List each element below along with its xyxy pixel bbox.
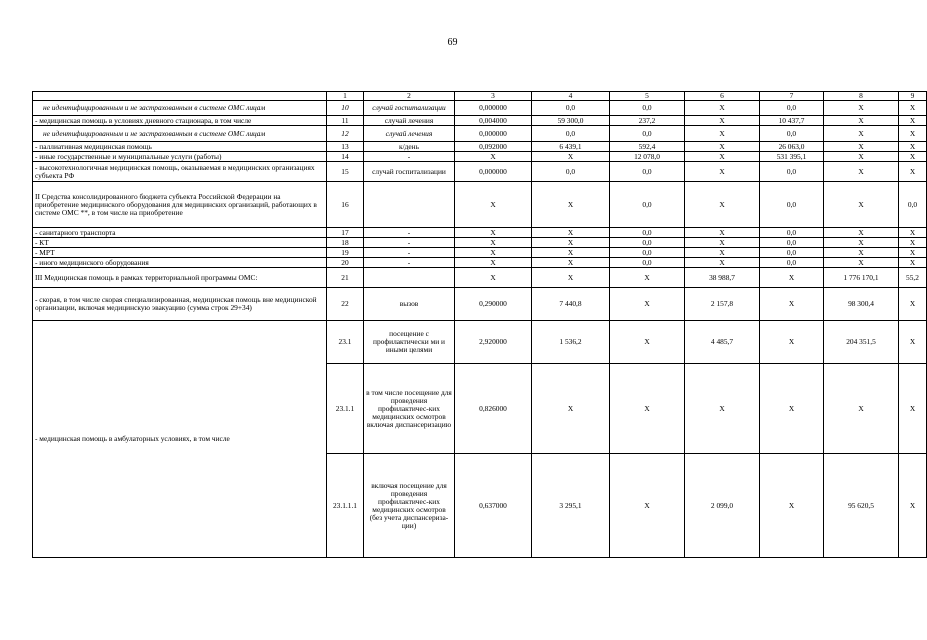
table-cell: X bbox=[532, 228, 610, 238]
table-cell: вызов bbox=[364, 288, 455, 321]
table-cell: 10 bbox=[327, 101, 364, 116]
table-cell: X bbox=[824, 248, 899, 258]
column-header-9: 8 bbox=[824, 92, 899, 101]
column-header-4: 3 bbox=[455, 92, 532, 101]
column-header-5: 4 bbox=[532, 92, 610, 101]
table-cell: 0,0 bbox=[899, 182, 927, 228]
table-cell: 20 bbox=[327, 258, 364, 268]
table-cell: X bbox=[455, 228, 532, 238]
table-row bbox=[33, 126, 927, 142]
table-cell: 0,0 bbox=[760, 126, 824, 142]
table-cell: X bbox=[685, 162, 760, 182]
table-cell: 17 bbox=[327, 228, 364, 238]
table-cell: 16 bbox=[327, 182, 364, 228]
table-cell: X bbox=[685, 364, 760, 454]
table-cell: 0,0 bbox=[610, 101, 685, 116]
table-cell: 0,0 bbox=[610, 258, 685, 268]
table-cell: 95 620,5 bbox=[824, 454, 899, 558]
table-cell: случай госпитализации bbox=[364, 101, 455, 116]
table-cell: 0,0 bbox=[760, 101, 824, 116]
table-cell: 1 536,2 bbox=[532, 321, 610, 364]
table-cell: X bbox=[532, 258, 610, 268]
table-cell: - МРТ bbox=[33, 248, 327, 258]
table-cell: 0,0 bbox=[760, 162, 824, 182]
table-cell: X bbox=[685, 182, 760, 228]
table-cell: X bbox=[899, 152, 927, 162]
table-cell: не идентифицированным и не застрахованным в системе ОМС лицам bbox=[33, 126, 327, 142]
table-cell: 0,000000 bbox=[455, 162, 532, 182]
table-row bbox=[33, 238, 927, 248]
table-cell: 0,0 bbox=[610, 238, 685, 248]
table-cell: X bbox=[610, 364, 685, 454]
column-header-2: 1 bbox=[327, 92, 364, 101]
table-cell: X bbox=[532, 152, 610, 162]
table-cell: 0,0 bbox=[610, 228, 685, 238]
table-row bbox=[33, 142, 927, 152]
table-cell: - КТ bbox=[33, 238, 327, 248]
table-cell: X bbox=[899, 116, 927, 126]
table-cell: 6 439,1 bbox=[532, 142, 610, 152]
table-cell: X bbox=[455, 182, 532, 228]
column-header-10: 9 bbox=[899, 92, 927, 101]
table-row bbox=[33, 248, 927, 258]
table-cell: X bbox=[824, 116, 899, 126]
table-row bbox=[33, 288, 927, 321]
table-cell: случай лечения bbox=[364, 116, 455, 126]
table-cell: X bbox=[899, 228, 927, 238]
table-cell: X bbox=[685, 248, 760, 258]
table-cell: 38 988,7 bbox=[685, 268, 760, 288]
table-cell: в том числе посещение для проведения профилактичес-ких медицинских осмотров включая диспансеризацию bbox=[364, 364, 455, 454]
table-cell: X bbox=[899, 142, 927, 152]
table-row bbox=[33, 321, 927, 364]
table-cell: X bbox=[532, 248, 610, 258]
table-cell: 1 776 170,1 bbox=[824, 268, 899, 288]
table-cell: X bbox=[824, 238, 899, 248]
table-cell: X bbox=[760, 288, 824, 321]
table-cell bbox=[364, 268, 455, 288]
table-cell: 0,826000 bbox=[455, 364, 532, 454]
table-cell: 0,092000 bbox=[455, 142, 532, 152]
table-cell: 55,2 bbox=[899, 268, 927, 288]
table-cell: 0,0 bbox=[760, 182, 824, 228]
column-header-6: 5 bbox=[610, 92, 685, 101]
table-cell: - высокотехнологичная медицинская помощь, оказываемая в медицинских организациях субъекта РФ bbox=[33, 162, 327, 182]
table-cell: 59 300,0 bbox=[532, 116, 610, 126]
table-cell: II Средства консолидированного бюджета субъекта Российской Федерации на приобретение медицинского оборудования для медицинских организаций, работающих в системе ОМС **, в том числе на приобретение bbox=[33, 182, 327, 228]
table-row bbox=[33, 152, 927, 162]
table-cell: X bbox=[455, 258, 532, 268]
table-cell: X bbox=[532, 268, 610, 288]
table-cell: X bbox=[532, 238, 610, 248]
table-cell: 2 157,8 bbox=[685, 288, 760, 321]
table-cell: 0,0 bbox=[760, 228, 824, 238]
table-cell: 0,0 bbox=[532, 101, 610, 116]
table-row bbox=[33, 182, 927, 228]
table-cell: - bbox=[364, 152, 455, 162]
table-cell: 3 295,1 bbox=[532, 454, 610, 558]
table-cell: 0,0 bbox=[760, 258, 824, 268]
column-header-8: 7 bbox=[760, 92, 824, 101]
table-cell: 0,000000 bbox=[455, 101, 532, 116]
ambulatory-care-label: - медицинская помощь в амбулаторных условиях, в том числе bbox=[33, 321, 327, 558]
table-cell: X bbox=[824, 126, 899, 142]
table-cell: X bbox=[685, 152, 760, 162]
table-cell: к/день bbox=[364, 142, 455, 152]
table-cell: X bbox=[824, 101, 899, 116]
table-cell: X bbox=[760, 364, 824, 454]
table-cell: X bbox=[455, 268, 532, 288]
table-cell: X bbox=[610, 268, 685, 288]
table-cell: 0,0 bbox=[532, 126, 610, 142]
table-cell: 204 351,5 bbox=[824, 321, 899, 364]
table-cell: 4 485,7 bbox=[685, 321, 760, 364]
table-cell: 0,0 bbox=[760, 238, 824, 248]
table-cell: X bbox=[824, 182, 899, 228]
table-cell: 19 bbox=[327, 248, 364, 258]
table-cell bbox=[364, 182, 455, 228]
table-cell: 531 395,1 bbox=[760, 152, 824, 162]
table-row bbox=[33, 162, 927, 182]
table-cell: включая посещение для проведения профилактичес-ких медицинских осмотров (без учета диспансериза-ции) bbox=[364, 454, 455, 558]
table-cell: X bbox=[455, 248, 532, 258]
table-cell: 0,004000 bbox=[455, 116, 532, 126]
table-cell: 0,637000 bbox=[455, 454, 532, 558]
table-cell: - паллиативная медицинская помощь bbox=[33, 142, 327, 152]
table-cell: 2,920000 bbox=[455, 321, 532, 364]
data-table bbox=[32, 91, 927, 558]
column-header-7: 6 bbox=[685, 92, 760, 101]
table-cell: 0,0 bbox=[760, 248, 824, 258]
table-cell: X bbox=[824, 258, 899, 268]
table-cell: X bbox=[532, 364, 610, 454]
column-header-3: 2 bbox=[364, 92, 455, 101]
table-cell: 14 bbox=[327, 152, 364, 162]
table-cell: 0,0 bbox=[532, 162, 610, 182]
table-cell: X bbox=[685, 142, 760, 152]
table-cell: X bbox=[685, 238, 760, 248]
table-cell: 12 078,0 bbox=[610, 152, 685, 162]
table-cell: 23.1.1.1 bbox=[327, 454, 364, 558]
table-cell: X bbox=[685, 101, 760, 116]
table-cell: 12 bbox=[327, 126, 364, 142]
table-cell: X bbox=[899, 288, 927, 321]
table-cell: X bbox=[899, 248, 927, 258]
table-cell: X bbox=[824, 364, 899, 454]
table-cell: - иные государственные и муниципальные услуги (работы) bbox=[33, 152, 327, 162]
table-cell: 98 300,4 bbox=[824, 288, 899, 321]
table-cell: 7 440,8 bbox=[532, 288, 610, 321]
table-cell: - bbox=[364, 228, 455, 238]
table-cell: посещение с профилактически ми и иными целями bbox=[364, 321, 455, 364]
table-cell: X bbox=[899, 321, 927, 364]
table-cell: X bbox=[685, 258, 760, 268]
table-cell: X bbox=[899, 101, 927, 116]
table-cell: X bbox=[455, 152, 532, 162]
table-cell: 2 099,0 bbox=[685, 454, 760, 558]
table-row bbox=[33, 116, 927, 126]
table-row bbox=[33, 228, 927, 238]
table-cell: X bbox=[532, 182, 610, 228]
table-cell: X bbox=[899, 258, 927, 268]
table-cell: X bbox=[899, 454, 927, 558]
table-cell: X bbox=[824, 152, 899, 162]
table-cell: X bbox=[899, 162, 927, 182]
table-cell: 15 bbox=[327, 162, 364, 182]
table-cell: 0,0 bbox=[610, 126, 685, 142]
table-cell: случай лечения bbox=[364, 126, 455, 142]
table-cell: X bbox=[899, 126, 927, 142]
table-cell: - bbox=[364, 238, 455, 248]
table-cell: - иного медицинского оборудования bbox=[33, 258, 327, 268]
table-cell: 237,2 bbox=[610, 116, 685, 126]
table-cell: X bbox=[760, 321, 824, 364]
table-cell: 592,4 bbox=[610, 142, 685, 152]
table-cell: 13 bbox=[327, 142, 364, 152]
table-cell: 0,0 bbox=[610, 162, 685, 182]
table-cell: случай госпитализации bbox=[364, 162, 455, 182]
table-cell: X bbox=[610, 288, 685, 321]
table-cell: 26 063,0 bbox=[760, 142, 824, 152]
table-cell: X bbox=[824, 142, 899, 152]
page-number: 69 bbox=[447, 37, 458, 48]
table-cell: - bbox=[364, 258, 455, 268]
table-cell: 23.1.1 bbox=[327, 364, 364, 454]
table-cell: 22 bbox=[327, 288, 364, 321]
table-row bbox=[33, 258, 927, 268]
table-cell: X bbox=[610, 321, 685, 364]
table-header-row bbox=[33, 92, 927, 101]
table-cell: X bbox=[899, 238, 927, 248]
table-cell: X bbox=[899, 364, 927, 454]
table-cell: - медицинская помощь в условиях дневного стационара, в том числе bbox=[33, 116, 327, 126]
table-cell: X bbox=[824, 162, 899, 182]
table-cell: 0,000000 bbox=[455, 126, 532, 142]
table-cell: 23.1 bbox=[327, 321, 364, 364]
table-cell: X bbox=[685, 228, 760, 238]
table-cell: 0,290000 bbox=[455, 288, 532, 321]
table-cell: - санитарного транспорта bbox=[33, 228, 327, 238]
table-cell: X bbox=[760, 454, 824, 558]
table-cell: не идентифицированным и не застрахованным в системе ОМС лицам bbox=[33, 101, 327, 116]
table-cell: X bbox=[610, 454, 685, 558]
table-cell: X bbox=[455, 238, 532, 248]
table-cell: 11 bbox=[327, 116, 364, 126]
table-cell: - bbox=[364, 248, 455, 258]
column-header-1 bbox=[33, 92, 327, 101]
table-cell: 18 bbox=[327, 238, 364, 248]
table-cell: 21 bbox=[327, 268, 364, 288]
table-cell: 0,0 bbox=[610, 248, 685, 258]
table-cell: X bbox=[760, 268, 824, 288]
table-cell: X bbox=[824, 228, 899, 238]
table-row bbox=[33, 101, 927, 116]
table-cell: X bbox=[685, 126, 760, 142]
table-cell: III Медицинская помощь в рамках территориальной программы ОМС: bbox=[33, 268, 327, 288]
table-row bbox=[33, 268, 927, 288]
table-cell: X bbox=[685, 116, 760, 126]
table-cell: 10 437,7 bbox=[760, 116, 824, 126]
table-cell: 0,0 bbox=[610, 182, 685, 228]
table-cell: - скорая, в том числе скорая специализированная, медицинская помощь вне медицинской организации, включая медицинскую эвакуацию (сумма строк 29+34) bbox=[33, 288, 327, 321]
